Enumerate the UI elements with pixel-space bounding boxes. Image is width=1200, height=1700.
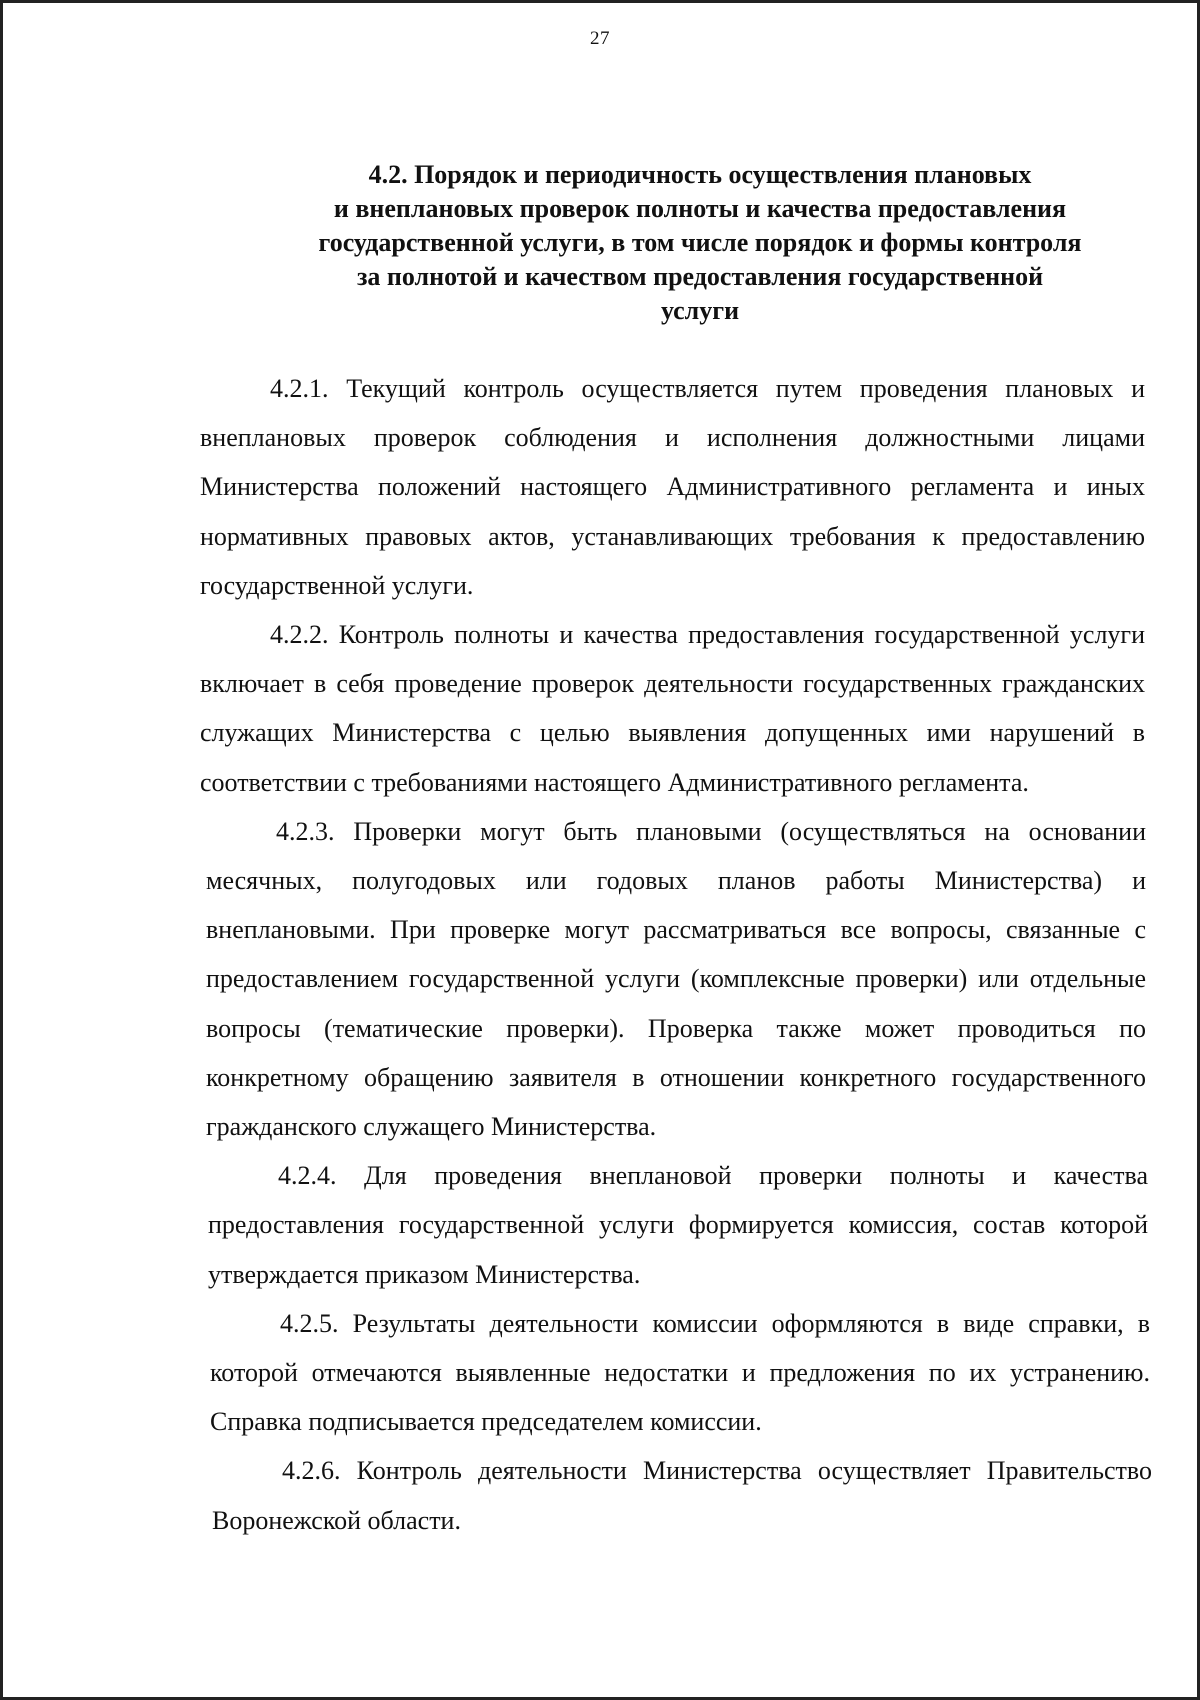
paragraph-4-2-2: 4.2.2. Контроль полноты и качества предоставления государственной услуги включает в себя проведение проверок деятельности государственных гражданских служащих Министерства с целью выявления допущенных ими нарушений в соответствии с требованиями настоящего Административного регламента. <box>200 620 1145 797</box>
paragraph-4-2-4: 4.2.4. Для проведения внеплановой проверки полноты и качества предоставления государственной услуги формируется комиссия, состав которой утверждается приказом Министерства. <box>208 1161 1148 1289</box>
paragraph-4-2-1: 4.2.1. Текущий контроль осуществляется путем проведения плановых и внеплановых проверок соблюдения и исполнения должностными лицами Министерства положений настоящего Административного регламента и иных нормативных правовых актов, устанавливающих требования к предоставлению государственной услуги. <box>200 374 1145 600</box>
document-body <box>200 364 1152 1545</box>
section-heading-line: государственной услуги, в том числе порядок и формы контроля <box>318 228 1082 257</box>
section-heading-line: услуги <box>660 296 740 325</box>
section-heading-line: и внеплановых проверок полноты и качества предоставления <box>333 194 1067 223</box>
paragraph-4-2-3: 4.2.3. Проверки могут быть плановыми (осуществляться на основании месячных, полугодовых или годовых планов работы Министерства) и внеплановыми. При проверке могут рассматриваться все вопросы, связанные с предоставлением государственной услуги (комплексные проверки) или отдельные вопросы (тематические проверки). Проверка также может проводиться по конкретному обращению заявителя в отношении конкретного государственного гражданского служащего Министерства. <box>206 816 1146 1142</box>
page-number: 27 <box>590 28 610 49</box>
section-heading <box>230 158 1170 328</box>
section-heading-line: за полнотой и качеством предоставления государственной <box>356 262 1044 291</box>
section-heading-line: 4.2. Порядок и периодичность осуществления плановых <box>368 160 1032 189</box>
paragraph-4-2-6: 4.2.6. Контроль деятельности Министерства осуществляет Правительство Воронежской области. <box>212 1456 1152 1535</box>
paragraph-4-2-5: 4.2.5. Результаты деятельности комиссии оформляются в виде справки, в которой отмечаются выявленные недостатки и предложения по их устранению. Справка подписывается председателем комиссии. <box>210 1308 1150 1437</box>
